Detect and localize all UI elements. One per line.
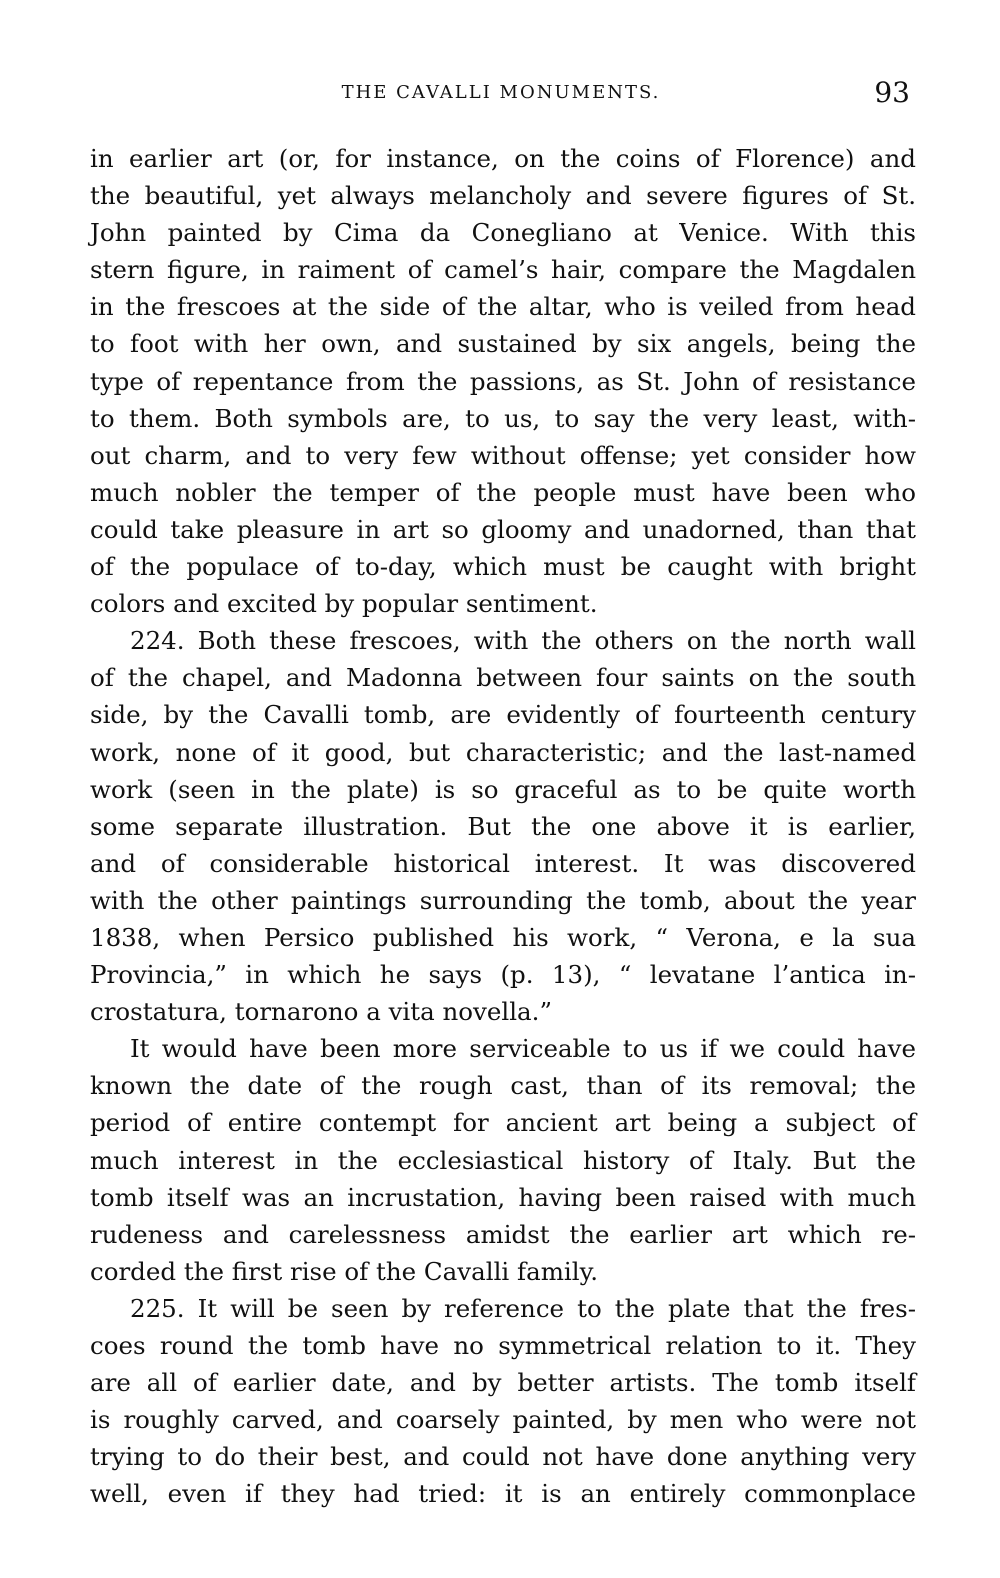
text-line: coes round the tomb have no symmetrical relation to it. They: [90, 1331, 916, 1360]
text-line: colors and excited by popular sentiment.: [90, 589, 598, 619]
text-line: side, by the Cavalli tomb, are evidently of fourteenth century: [90, 700, 916, 730]
text-line: known the date of the rough cast, than of its removal; the: [90, 1071, 916, 1101]
paragraph: [90, 1290, 916, 1513]
text-line: and of considerable historical interest. It was discovered: [90, 848, 916, 878]
text-line: period of entire contempt for ancient art being a subject of: [90, 1108, 916, 1138]
text-line: Provincia,” in which he says (p. 13), “ levatane l’antica in-: [90, 960, 916, 990]
text-line: tomb itself was an incrustation, having been raised with much: [90, 1182, 916, 1212]
text-line: to them. Both symbols are, to us, to say the very least, with-: [90, 403, 916, 433]
text-line: work (seen in the plate) is so graceful as to be quite worth: [90, 774, 916, 804]
text-line: could take pleasure in art so gloomy and unadorned, than that: [90, 514, 916, 544]
text-line: work, none of it good, but characteristic; and the last-named: [90, 737, 916, 767]
text-line: are all of earlier date, and by better artists. The tomb itself: [90, 1368, 916, 1398]
text-line: type of repentance from the passions, as St. John of resistance: [90, 366, 916, 396]
running-title: THE CAVALLI MONUMENTS.: [341, 82, 661, 103]
text-line: the beautiful, yet always melancholy and severe figures of St.: [90, 181, 916, 211]
text-line: is roughly carved, and coarsely painted, by men who were not: [90, 1405, 916, 1435]
text-line: well, even if they had tried: it is an entirely commonplace: [90, 1479, 916, 1509]
text-line: 1838, when Persico published his work, “ Verona, e la sua: [90, 922, 916, 952]
text-line: some separate illustration. But the one above it is earlier,: [90, 811, 916, 841]
text-line: 224. Both these frescoes, with the others on the north wall: [130, 626, 916, 656]
paragraph: [90, 1030, 916, 1290]
text-line: corded the first rise of the Cavalli family.: [90, 1256, 598, 1286]
text-line: trying to do their best, and could not have done anything very: [90, 1442, 916, 1472]
text-line: out charm, and to very few without offense; yet consider how: [90, 440, 916, 470]
text-line: stern figure, in raiment of camel’s hair, compare the Magdalen: [90, 255, 916, 285]
text-line: of the chapel, and Madonna between four saints on the south: [90, 663, 916, 693]
text-line: crostatura, tornarono a vita novella.”: [90, 997, 552, 1027]
paragraph: [90, 622, 916, 1030]
text-line: of the populace of to-day, which must be caught with bright: [90, 552, 916, 582]
text-line: rudeness and carelessness amidst the earlier art which re-: [90, 1219, 916, 1249]
paragraph: [90, 140, 916, 622]
body-text: [90, 140, 916, 1512]
text-line: It would have been more serviceable to us if we could have: [130, 1034, 916, 1064]
text-line: John painted by Cima da Conegliano at Venice. With this: [90, 218, 916, 248]
text-line: 225. It will be seen by reference to the plate that the fres-: [130, 1293, 916, 1323]
page-number: 93: [874, 76, 910, 109]
text-line: in earlier art (or, for instance, on the coins of Florence) and: [90, 144, 916, 173]
running-head: [88, 76, 914, 116]
text-line: much nobler the temper of the people must have been who: [90, 477, 916, 507]
text-line: to foot with her own, and sustained by six angels, being the: [90, 329, 916, 359]
text-line: much interest in the ecclesiastical history of Italy. But the: [90, 1145, 916, 1175]
text-line: with the other paintings surrounding the tomb, about the year: [90, 885, 916, 915]
text-line: in the frescoes at the side of the altar, who is veiled from head: [90, 292, 916, 322]
